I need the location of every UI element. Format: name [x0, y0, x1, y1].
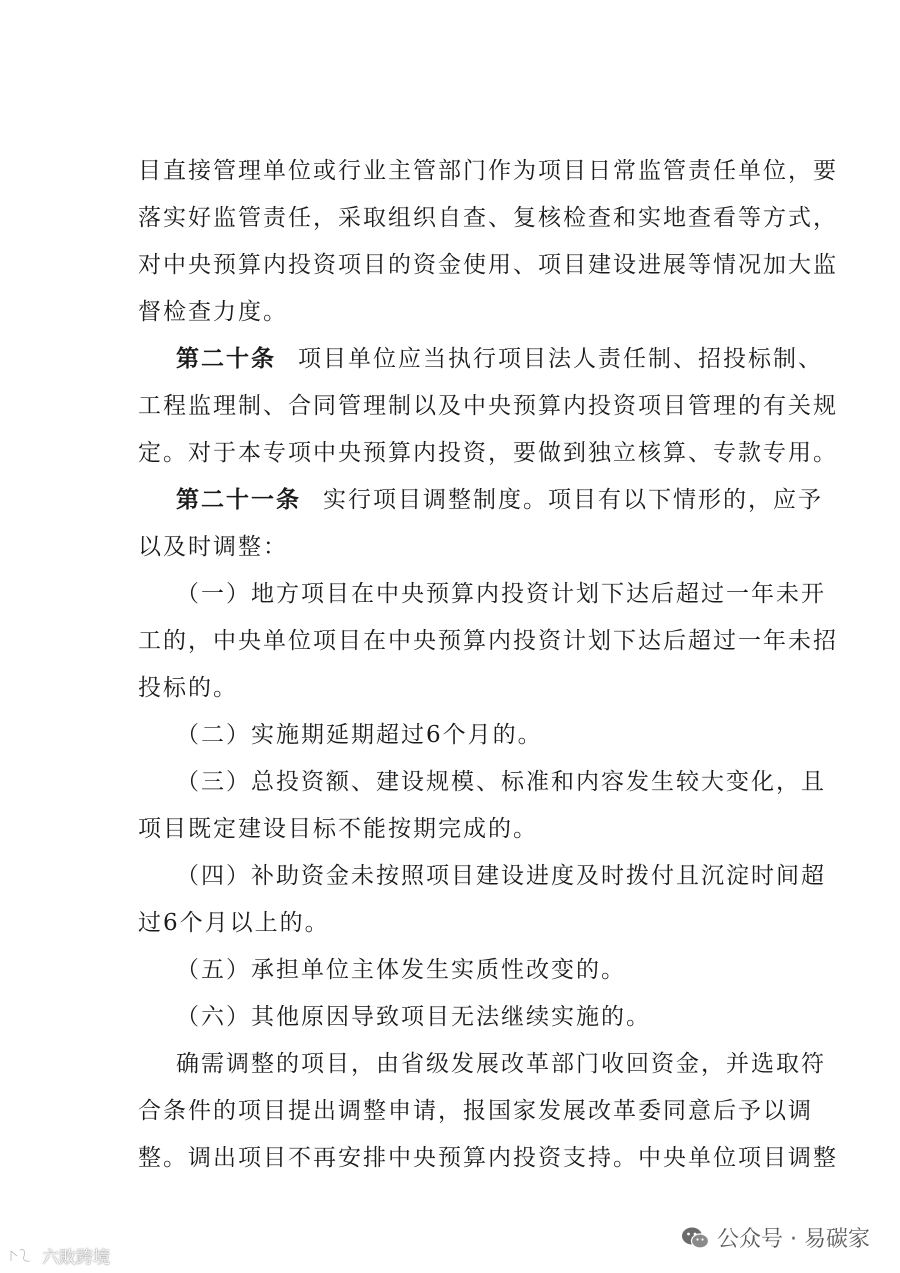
article-21-text: 实行项目调整制度。项目有以下情形的，应予 [323, 487, 823, 513]
wechat-icon [681, 1226, 709, 1250]
body-line: 项目既定建设目标不能按期完成的。 [138, 816, 538, 842]
body-line: 过6个月以上的。 [138, 910, 330, 936]
body-line: 定。对于本专项中央预算内投资，要做到独立核算、专款专用。 [138, 440, 838, 466]
body-line: 以及时调整： [138, 534, 288, 560]
brand-watermark-text: 六敗跨境 [42, 1248, 110, 1268]
wechat-watermark [681, 1222, 870, 1253]
body-line: （三）总投资额、建设规模、标准和内容发生较大变化，且 [176, 769, 826, 795]
body-line: 对中央预算内投资项目的资金使用、项目建设进展等情况加大监 [138, 252, 838, 278]
body-line: 督检查力度。 [138, 299, 288, 325]
body-line: （五）承担单位主体发生实质性改变的。 [176, 957, 626, 983]
brand-watermark [8, 1243, 110, 1268]
brand-logo-icon [8, 1246, 38, 1266]
body-line: （四）补助资金未按照项目建设进度及时拨付且沉淀时间超 [176, 863, 826, 889]
article-20-label: 第二十条 [176, 345, 276, 372]
article-21-label: 第二十一条 [176, 486, 301, 513]
body-line: （六）其他原因导致项目无法继续实施的。 [176, 1004, 651, 1030]
body-line: 工的，中央单位项目在中央预算内投资计划下达后超过一年未招 [138, 628, 838, 654]
body-line: 整。调出项目不再安排中央预算内投资支持。中央单位项目调整 [138, 1145, 838, 1171]
wechat-account-name: 公众号 · 易碳家 [717, 1227, 870, 1252]
article-21-first-line [176, 485, 823, 515]
body-line: （二）实施期延期超过6个月的。 [176, 722, 543, 748]
article-20-first-line [176, 344, 823, 374]
body-line: 目直接管理单位或行业主管部门作为项目日常监管责任单位，要 [138, 158, 838, 184]
body-line: 投标的。 [138, 675, 238, 701]
body-line: （一）地方项目在中央预算内投资计划下达后超过一年未开 [176, 581, 826, 607]
body-line: 确需调整的项目，由省级发展改革部门收回资金，并选取符 [176, 1051, 826, 1077]
body-line: 工程监理制、合同管理制以及中央预算内投资项目管理的有关规 [138, 393, 838, 419]
article-20-text: 项目单位应当执行项目法人责任制、招投标制、 [298, 346, 823, 372]
body-line: 合条件的项目提出调整申请，报国家发展改革委同意后予以调 [138, 1098, 813, 1124]
body-line: 落实好监管责任，采取组织自查、复核检查和实地查看等方式， [138, 205, 838, 231]
